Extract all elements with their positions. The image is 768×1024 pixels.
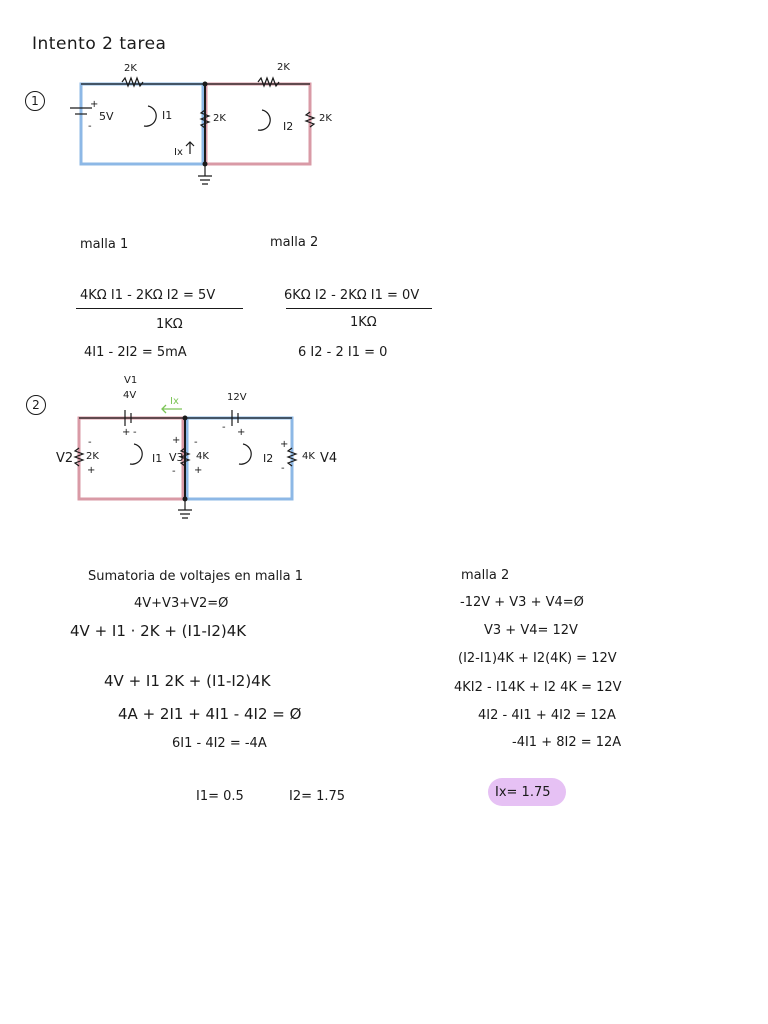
- circuit1-label-source: 5V: [99, 110, 114, 123]
- p1-mesh1-fraction-bar: [76, 308, 243, 309]
- circuit2-node-top: [183, 416, 188, 421]
- page-title: Intento 2 tarea: [32, 34, 167, 54]
- circuit1-mesh1-arrow: [144, 106, 156, 126]
- circuit1-ix-arrow: [186, 142, 194, 154]
- circuit2-label-plus-v3-left: +: [172, 435, 181, 446]
- p2-mesh1-heading: Sumatoria de voltajes en malla 1: [88, 569, 304, 584]
- p2-mesh1-line5: 6I1 - 4I2 = -4A: [172, 736, 267, 751]
- circuit2-label-ix: Ix: [170, 396, 179, 407]
- circuit2-label-minus-v2: -: [88, 437, 92, 448]
- p1-mesh1-label: malla 1: [80, 237, 129, 252]
- circuit2-label-minus-4v: -: [133, 427, 137, 438]
- p2-result-ix: Ix= 1.75: [495, 785, 551, 800]
- p1-mesh2-numerator: 6KΩ I2 - 2KΩ I1 = 0V: [284, 288, 420, 303]
- circuit2-label-plus-12v: +: [237, 427, 246, 438]
- circuit2-label-plus-4v: +: [122, 427, 131, 438]
- p2-mesh2-line1: -12V + V3 + V4=Ø: [460, 595, 584, 610]
- circuit2-label-v1: V1: [124, 375, 138, 386]
- circuit2-label-v4: V4: [320, 451, 338, 466]
- circuit1-label-i2: I2: [283, 120, 294, 133]
- p1-mesh2-denominator: 1KΩ: [350, 315, 377, 330]
- circuit2-label-i1: I1: [152, 452, 163, 465]
- p1-mesh1-numerator: 4KΩ I1 - 2KΩ I2 = 5V: [80, 288, 216, 303]
- circuit2-label-4v: 4V: [123, 390, 137, 401]
- p1-mesh1-denominator: 1KΩ: [156, 317, 183, 332]
- p2-mesh2-line6: -4I1 + 8I2 = 12A: [512, 735, 622, 750]
- circuit1-label-r-top-right: 2K: [277, 62, 290, 73]
- circuit2-label-v2: V2: [56, 451, 74, 466]
- circuit1-label-r-right: 2K: [319, 113, 332, 124]
- circuit2-label-plus-v2: +: [87, 465, 96, 476]
- circuit1-label-ix: Ix: [174, 147, 183, 158]
- circuit2-label-minus-v4: -: [281, 463, 285, 474]
- circuit2-label-r-right: 4K: [302, 451, 315, 462]
- problem-number-2: 2: [26, 395, 46, 415]
- circuit1-mesh2-wire: [206, 84, 310, 164]
- circuit1-label-minus: -: [88, 121, 92, 132]
- circuit2-label-minus-v3-left: -: [172, 466, 176, 477]
- circuit2-ground: [178, 499, 192, 518]
- p1-mesh1-result: 4I1 - 2I2 = 5mA: [84, 345, 187, 360]
- circuit2-label-r-left: 2K: [86, 451, 99, 462]
- p2-mesh1-line1: 4V+V3+V2=Ø: [134, 596, 229, 611]
- circuit2-label-12v: 12V: [227, 392, 247, 403]
- circuit1-label-plus: +: [90, 99, 99, 110]
- p2-mesh2-line3: (I2-I1)4K + I2(4K) = 12V: [458, 651, 617, 666]
- problem-number-1: 1: [25, 91, 45, 111]
- circuit2-label-i2: I2: [263, 452, 274, 465]
- p1-mesh2-result: 6 I2 - 2 I1 = 0: [298, 345, 388, 360]
- p2-mesh2-line5: 4I2 - 4I1 + 4I2 = 12A: [478, 708, 616, 723]
- circuit2-mesh1-arrow: [130, 444, 142, 464]
- circuit2-label-plus-v4: +: [280, 439, 289, 450]
- circuit2-node-bottom: [183, 497, 188, 502]
- circuit2-mesh2-arrow: [239, 444, 251, 464]
- circuit2-label-r-middle: 4K: [196, 451, 209, 462]
- p2-result-i2: I2= 1.75: [289, 789, 346, 804]
- circuit1-mesh1-wire: [81, 84, 203, 164]
- p2-mesh1-line2: 4V + I1 · 2K + (I1-I2)4K: [70, 622, 247, 640]
- p2-mesh2-line2: V3 + V4= 12V: [484, 623, 578, 638]
- circuit1-label-r-middle: 2K: [213, 113, 226, 124]
- circuit1-node-bottom: [203, 162, 208, 167]
- circuit2-label-minus-v3-right: -: [194, 437, 198, 448]
- p2-mesh1-line4: 4A + 2I1 + 4I1 - 4I2 = Ø: [118, 705, 302, 723]
- circuit2-label-plus-v3-right: +: [194, 465, 203, 476]
- circuit2-label-minus-12v: -: [222, 422, 226, 433]
- circuit1-node-top: [203, 82, 208, 87]
- p2-result-i1: I1= 0.5: [196, 789, 244, 804]
- p1-mesh2-fraction-bar: [286, 308, 432, 309]
- p2-mesh2-heading: malla 2: [461, 568, 510, 583]
- p1-mesh2-label: malla 2: [270, 235, 319, 250]
- circuit1-ground: [198, 164, 212, 184]
- circuit2-label-v3: V3: [169, 451, 184, 464]
- circuit1-label-i1: I1: [162, 109, 173, 122]
- circuit1-label-r-top-left: 2K: [124, 63, 137, 74]
- circuit1-mesh2-arrow: [258, 110, 270, 130]
- p2-mesh2-line4: 4KI2 - I14K + I2 4K = 12V: [454, 680, 622, 695]
- p2-mesh1-line3: 4V + I1 2K + (I1-I2)4K: [104, 672, 271, 690]
